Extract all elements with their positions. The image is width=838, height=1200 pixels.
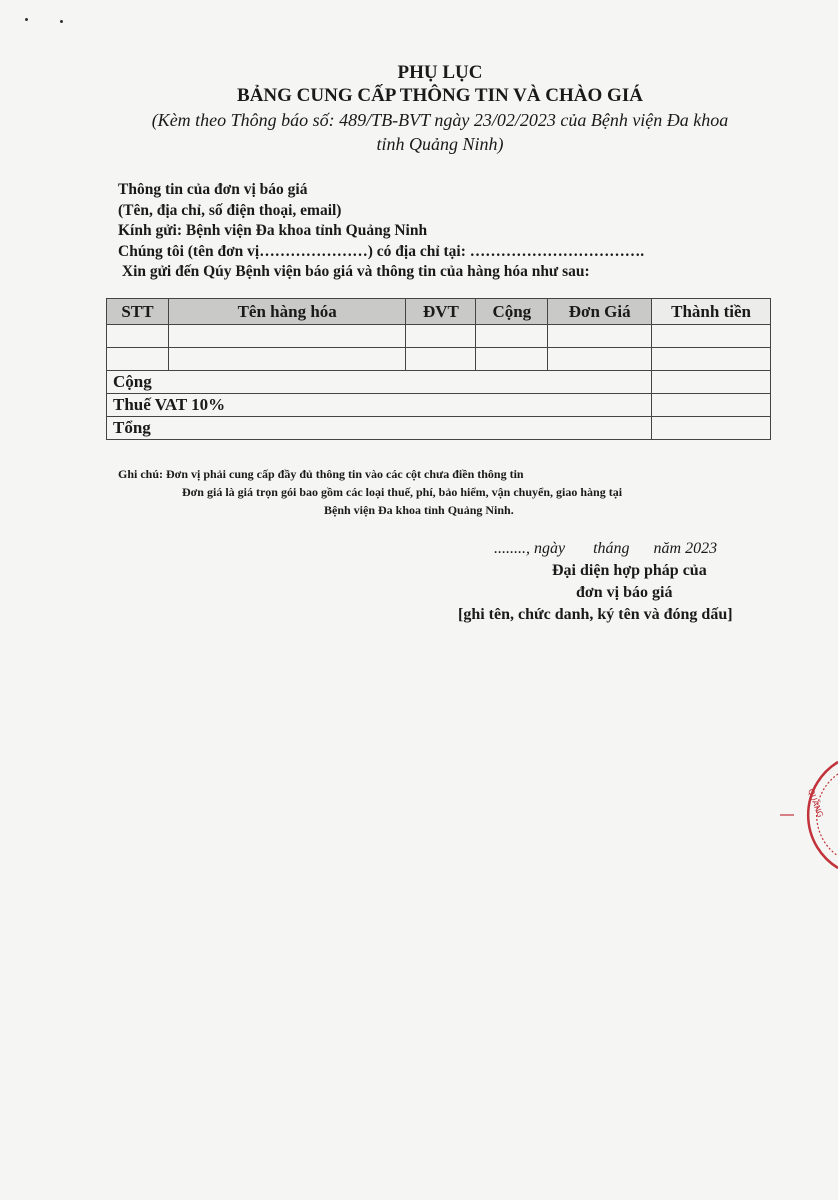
table-cell	[548, 348, 652, 371]
table-cell	[652, 325, 771, 348]
reference-line-2: tỉnh Quảng Ninh)	[376, 134, 504, 154]
table-row	[107, 325, 771, 348]
table-cell	[107, 325, 169, 348]
info-line-1: Thông tin của đơn vị báo giá	[118, 181, 308, 198]
info-line-5: Xin gửi đến Qúy Bệnh viện báo giá và thông tin của hàng hóa như sau:	[118, 263, 590, 280]
scan-speck	[25, 18, 28, 21]
table-cell	[476, 325, 548, 348]
vat-row	[107, 394, 771, 417]
signature-block	[440, 538, 800, 626]
total-label: Tổng	[107, 417, 652, 440]
info-line-4: Chúng tôi (tên đơn vị…………………) có địa chỉ tại: …………………………….	[118, 242, 645, 260]
subtotal-row	[107, 371, 771, 394]
table-cell	[168, 325, 405, 348]
note-line-3: Bệnh viện Đa khoa tỉnh Quảng Ninh.	[324, 503, 514, 517]
representative-line-2: đơn vị báo giá	[576, 584, 673, 601]
col-header-stt: STT	[107, 299, 169, 325]
table-cell	[406, 348, 476, 371]
table-header-row	[107, 299, 771, 325]
quoter-info	[118, 180, 644, 283]
info-line-3: Kính gửi: Bệnh viện Đa khoa tỉnh Quảng Ninh	[118, 222, 428, 239]
col-header-unit-price: Đơn Giá	[548, 299, 652, 325]
total-value	[652, 417, 771, 440]
total-row	[107, 417, 771, 440]
table-cell	[107, 348, 169, 371]
vat-label: Thuế VAT 10%	[107, 394, 652, 417]
note-line-2: Đơn giá là giá trọn gói bao gồm các loại thuế, phí, bảo hiểm, vận chuyển, giao hàng tại	[182, 485, 623, 499]
col-header-unit: ĐVT	[406, 299, 476, 325]
date-line: ........, ngày tháng năm 2023	[494, 540, 718, 557]
subtotal-label: Cộng	[107, 371, 652, 394]
document-header	[0, 62, 838, 156]
vat-value	[652, 394, 771, 417]
col-header-item-name: Tên hàng hóa	[168, 299, 405, 325]
representative-line-1: Đại diện hợp pháp của	[552, 562, 707, 579]
table-cell	[168, 348, 405, 371]
notes	[118, 465, 622, 519]
partial-seal-stamp	[770, 760, 838, 870]
table-cell	[652, 348, 771, 371]
subtotal-value	[652, 371, 771, 394]
table-cell	[406, 325, 476, 348]
table-cell	[476, 348, 548, 371]
representative-line-3: [ghi tên, chức danh, ký tên và đóng dấu]	[458, 606, 733, 623]
seal-text: QUẢNG	[806, 787, 825, 819]
info-line-2: (Tên, địa chỉ, số điện thoại, email)	[118, 201, 342, 219]
table-cell	[548, 325, 652, 348]
form-title: BẢNG CUNG CẤP THÔNG TIN VÀ CHÀO GIÁ	[237, 85, 643, 106]
quotation-table	[106, 298, 771, 440]
note-line-1: Ghi chú: Đơn vị phải cung cấp đầy đủ thông tin vào các cột chưa điền thông tin	[118, 467, 524, 481]
scan-speck	[60, 20, 63, 23]
reference-line-1: (Kèm theo Thông báo số: 489/TB-BVT ngày 23/02/2023 của Bệnh viện Đa khoa	[151, 110, 729, 130]
col-header-quantity: Cộng	[476, 299, 548, 325]
col-header-amount: Thành tiền	[652, 299, 771, 325]
appendix-title: PHỤ LỤC	[397, 62, 483, 83]
table-row	[107, 348, 771, 371]
